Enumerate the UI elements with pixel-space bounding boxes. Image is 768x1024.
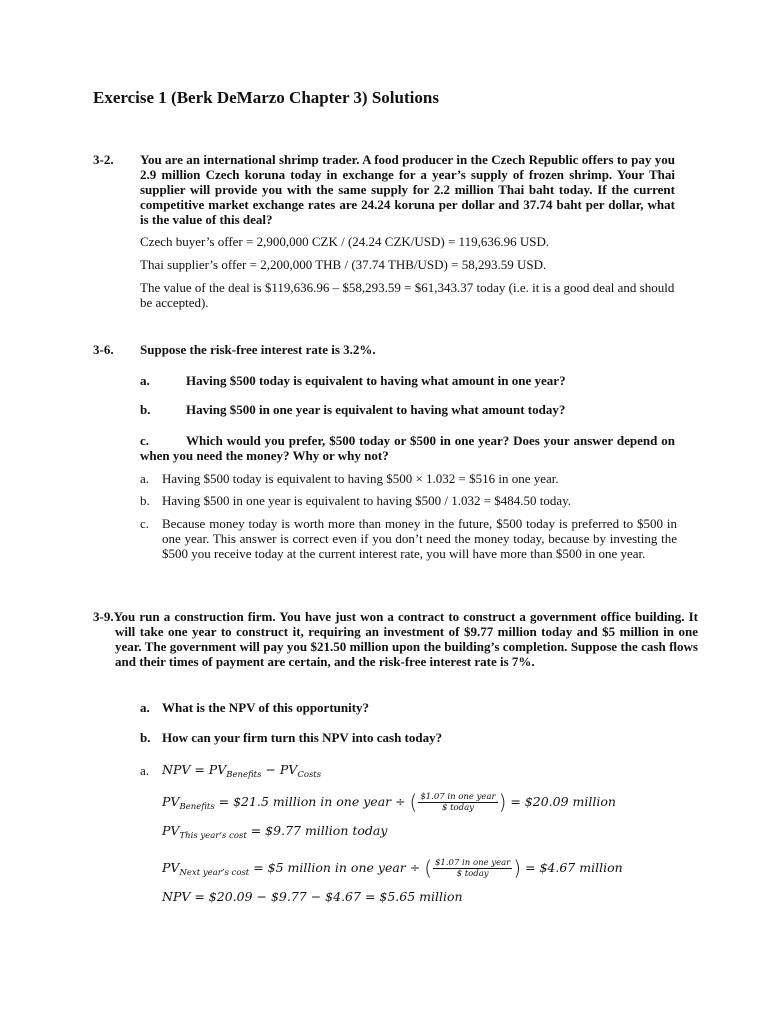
question-3-9-a-text: What is the NPV of this opportunity? [162,700,370,715]
question-b-label: b. [140,402,151,417]
question-3-9-b-label: b. [140,730,151,745]
question-3-9-b-text: How can your firm turn this NPV into cash today? [162,730,443,745]
page-title: Exercise 1 (Berk DeMarzo Chapter 3) Solutions [93,88,439,107]
eq1-sub-benefits: Benefits [226,770,262,780]
left-paren: ( [409,790,418,814]
answer-b-text: Having $500 in one year is equivalent to having $500 / 1.032 = $484.50 today. [162,493,572,508]
eq2-sub: Benefits [179,802,215,812]
answer-c-label: c. [140,516,150,531]
answer-b-label: b. [140,493,150,508]
problem-3-2-answer-line-3: The value of the deal is $119,636.96 – $58,293.59 = $61,343.37 today (i.e. it is a good deal and should be accepted). [140,280,675,310]
problem-3-9-question [93,609,698,669]
question-3-9-a-label: a. [140,700,150,715]
eq3-rhs: = $9.77 million today [246,823,388,838]
problem-3-9-question-text: You run a construction firm. You have just won a contract to construct a government office building. It will take one year to construct it, requiring an investment of $9.77 million today and $5 million in one year. The government will pay you $21.50 million upon the building’s completion. Suppose the cash flows and their times of payment are certain, and the risk-free interest rate is 7%. [113,609,698,669]
problem-3-2-question: You are an international shrimp trader. A food producer in the Czech Republic offers to pay you 2.9 million Czech koruna today in exchange for a year’s supply of frozen shrimp. Your Thai supplier will provide you with the same supply for 2.2 million Thai baht today. If the current competitive market exchange rates are 24.24 koruna per dollar and 37.74 baht per dollar, what is the value of this deal? [140,152,675,227]
eq2-denominator: $ today [441,803,474,813]
eq4-rhs: = $4.67 million [521,860,623,875]
eq1-lhs: NPV = PV [162,762,227,777]
problem-3-6-question: Suppose the risk-free interest rate is 3.2%. [140,342,376,357]
problem-number-3-6: 3-6. [93,342,114,357]
question-c [140,433,675,463]
question-c-label: c. [140,433,150,448]
equation-npv-result: NPV = $20.09 − $9.77 − $4.67 = $5.65 million [162,889,463,904]
answer-c-text: Because money today is worth more than money in the future, $500 today is preferred to $500 in one year. This answer is correct even if you don’t need the money today, because by investing the $500 you receive today at the current interest rate, you will have more than $500 in one year. [162,516,677,561]
equation-pv-this-year-cost [162,823,387,844]
question-b-text: Having $500 in one year is equivalent to having what amount today? [186,402,566,417]
eq2-fraction [418,792,497,813]
equation-npv-definition [162,762,321,783]
right-paren: ) [513,856,522,880]
eq2-rhs: = $20.09 million [506,794,616,809]
eq2-numerator: $1.07 in one year [420,792,496,802]
left-paren: ( [424,856,433,880]
eq4-mid: = $5 million in one year ÷ [249,860,425,875]
problem-3-2-answer-line-1: Czech buyer’s offer = 2,900,000 CZK / (24.24 CZK/USD) = 119,636.96 USD. [140,234,550,249]
equation-pv-benefits [162,792,616,815]
eq4-lhs: PV [162,860,180,875]
eq2-mid: = $21.5 million in one year ÷ [214,794,410,809]
eq4-fraction [433,858,512,879]
eq4-denominator: $ today [456,869,489,879]
eq1-sub-costs: Costs [297,770,322,780]
question-a-text: Having $500 today is equivalent to having what amount in one year? [186,373,566,388]
eq4-numerator: $1.07 in one year [435,858,511,868]
question-a-label: a. [140,373,150,388]
question-c-text: Which would you prefer, $500 today or $500 in one year? Does your answer depend on when you need the money? Why or why not? [140,433,675,463]
problem-number-3-2: 3-2. [93,152,114,167]
answer-a-text: Having $500 today is equivalent to having $500 × 1.032 = $516 in one year. [162,471,559,486]
eq3-lhs: PV [162,823,180,838]
equation-pv-next-year-cost [162,858,623,881]
answer-a-label: a. [140,471,150,486]
eq2-lhs: PV [162,794,180,809]
problem-3-2-answer-line-2: Thai supplier’s offer = 2,200,000 THB / (37.74 THB/USD) = 58,293.59 USD. [140,257,547,272]
right-paren: ) [498,790,507,814]
eq4-sub: Next year’s cost [179,868,250,878]
problem-number-3-9: 3-9. [93,609,114,624]
answer-3-9-a-label: a. [140,763,150,778]
eq3-sub: This year’s cost [179,831,247,841]
eq1-mid: − PV [261,762,298,777]
